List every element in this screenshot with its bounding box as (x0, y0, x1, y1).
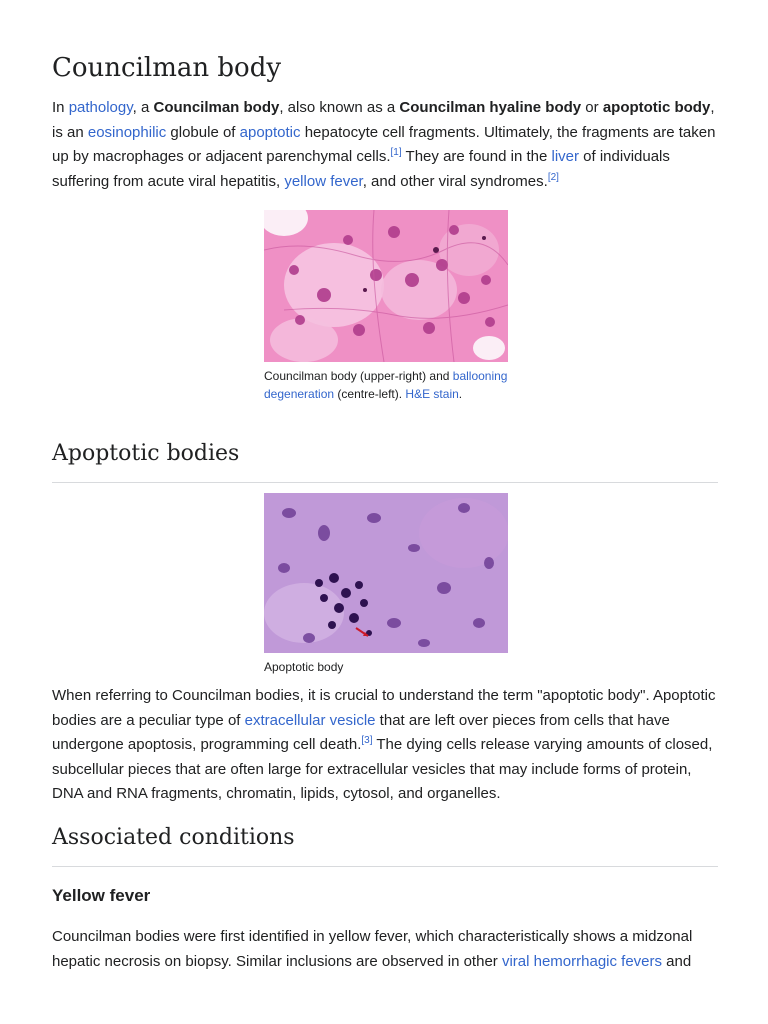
link-ballooning-degeneration[interactable]: ballooning degeneration (264, 369, 508, 401)
section-heading-apoptotic-bodies: Apoptotic bodies (52, 441, 240, 466)
intro-text: They are found in the (401, 148, 552, 166)
apoptotic-paragraph (52, 684, 718, 807)
intro-text: , and other viral syndromes. (362, 172, 548, 190)
link-apoptotic[interactable]: apoptotic (239, 123, 301, 141)
section-divider (52, 866, 718, 867)
intro-text: globule of (166, 123, 240, 141)
yellow-fever-paragraph (52, 925, 718, 974)
reference-2-link[interactable]: [2] (547, 171, 559, 183)
caption-text: (centre-left). (334, 386, 406, 401)
bold-term: apoptotic body (602, 99, 711, 116)
intro-text: In (52, 99, 69, 116)
paragraph-text: that are left over pieces from cells that have undergone apoptosis, programming cell death. (52, 711, 670, 754)
link-he-stain[interactable]: H&E stain (405, 386, 459, 401)
paragraph-text: and (662, 952, 692, 970)
intro-text: , also known as a (279, 99, 400, 116)
bold-term: Councilman body (153, 99, 280, 116)
intro-text: or (581, 99, 603, 116)
paragraph-text: Councilman bodies were first identified in yellow fever, which characteristically shows a midzonal hepatic necrosis on biopsy. Similar inclusions are observed in other (52, 928, 693, 970)
intro-text: of individuals suffering from acute viral hepatitis, (52, 148, 670, 190)
figure-apoptotic-body (264, 493, 508, 677)
subsection-heading-yellow-fever: Yellow fever (52, 886, 151, 905)
intro-text: , is an (52, 99, 715, 141)
section-divider (52, 482, 718, 483)
intro-text: hepatocyte cell fragments. Ultimately, the fragments are taken up by macrophages or adjacent parenchymal cells. (52, 123, 716, 166)
page-title: Councilman body (52, 53, 282, 83)
section-heading-associated-conditions: Associated conditions (52, 825, 295, 850)
bold-term: Councilman hyaline body (399, 99, 582, 116)
link-liver[interactable]: liver (551, 148, 579, 166)
link-yellow-fever[interactable]: yellow fever (284, 172, 363, 190)
caption-text: Councilman body (upper-right) and (264, 369, 453, 383)
figure-caption: Apoptotic body (264, 660, 344, 674)
reference-3-link[interactable]: [3] (361, 735, 373, 747)
reference-1-link[interactable]: [1] (390, 147, 402, 159)
figure-caption (264, 368, 508, 403)
link-extracellular-vesicle[interactable]: extracellular vesicle (244, 711, 376, 729)
link-pathology[interactable]: pathology (68, 99, 133, 116)
intro-paragraph (52, 96, 718, 194)
figure-councilman-body (264, 210, 508, 403)
intro-text: , a (132, 99, 154, 116)
histology-image-apoptotic-body[interactable] (264, 493, 508, 653)
link-eosinophilic[interactable]: eosinophilic (87, 123, 167, 141)
paragraph-text: The dying cells release varying amounts of closed, subcellular pieces that are often large for extracellular vesicles that may include forms of protein, DNA and RNA fragments, chromatin, lipids, cytosol, and organelles. (52, 736, 713, 803)
paragraph-text: When referring to Councilman bodies, it is crucial to understand the term "apoptotic body". Apoptotic bodies are a peculiar type of (52, 687, 716, 729)
link-viral-hemorrhagic-fevers[interactable]: viral hemorrhagic fevers (501, 952, 663, 970)
caption-text: . (458, 386, 463, 401)
histology-image-he-stain[interactable] (264, 210, 508, 362)
